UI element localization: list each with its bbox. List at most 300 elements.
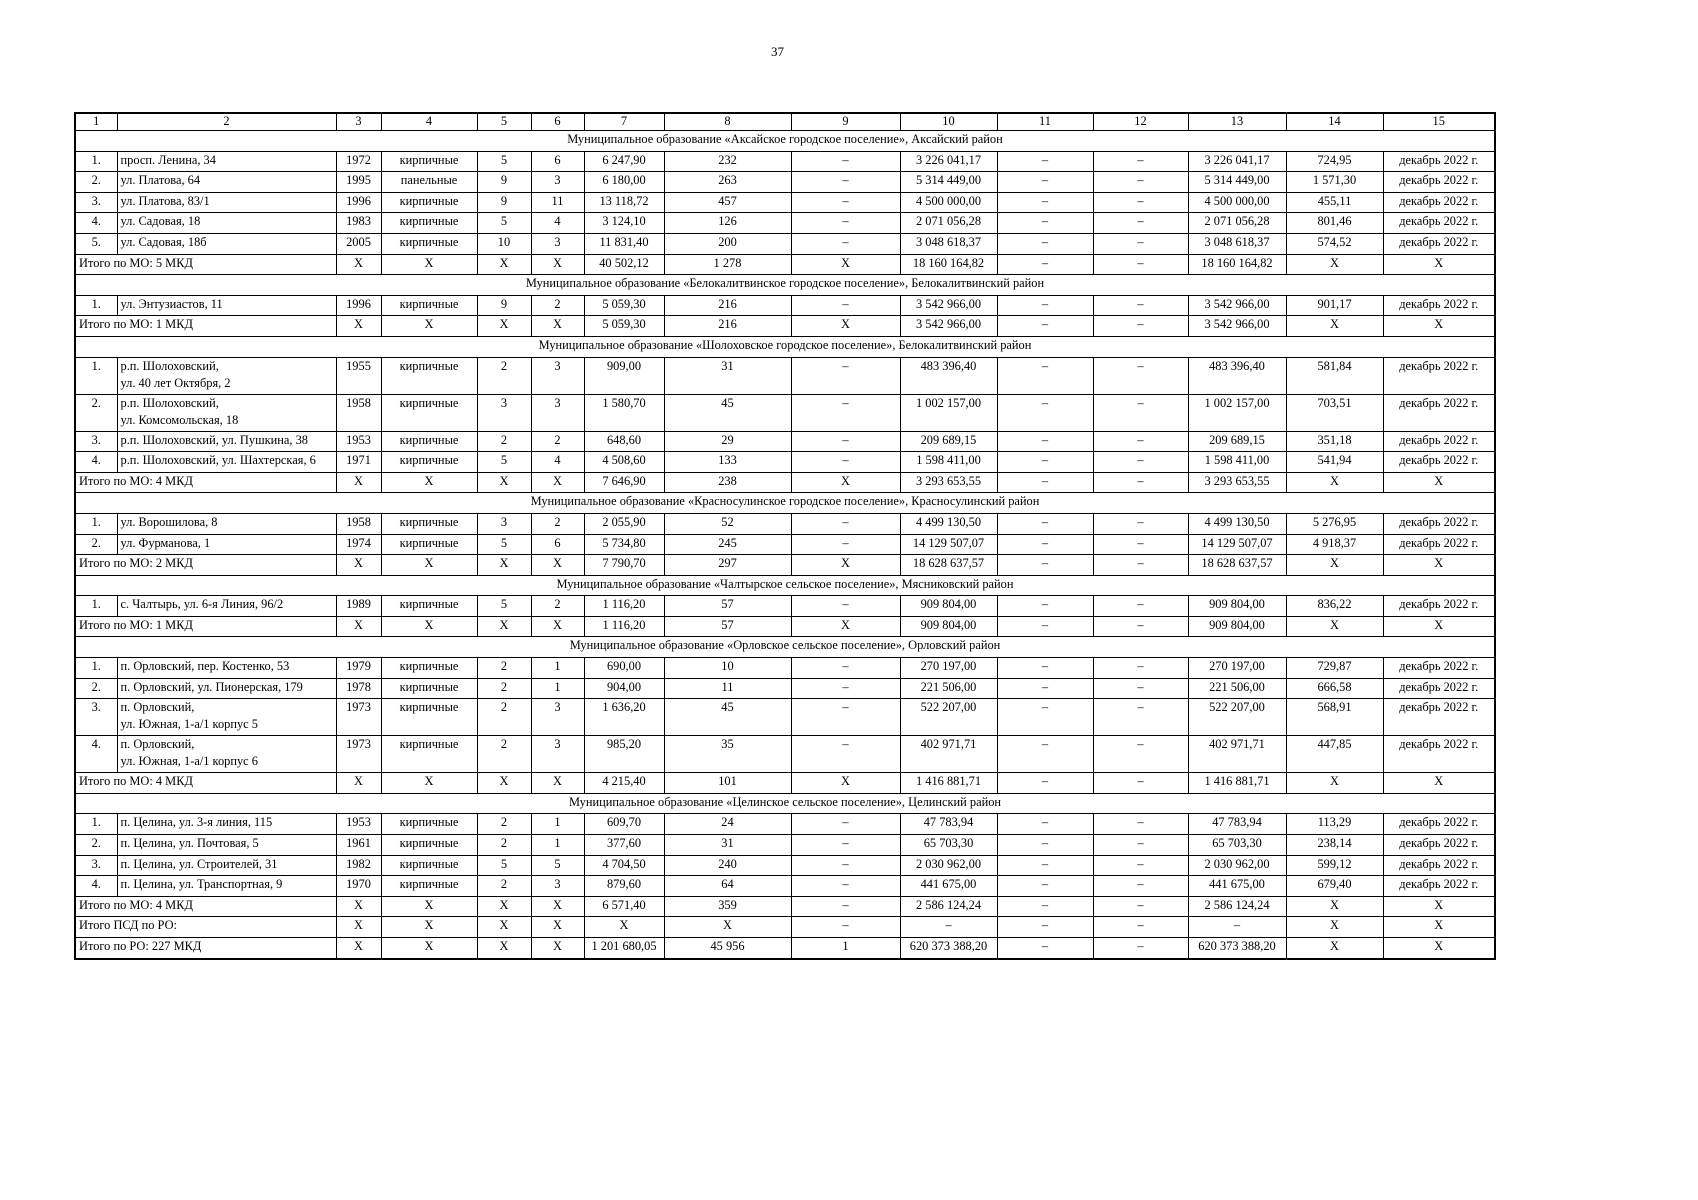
total-cell: X xyxy=(1286,616,1383,637)
table-cell: кирпичные xyxy=(381,855,477,876)
table-cell: 240 xyxy=(664,855,791,876)
total-cell: X xyxy=(1383,472,1495,493)
total-cell: 216 xyxy=(664,316,791,337)
table-cell: 2. xyxy=(75,835,117,856)
table-cell: – xyxy=(1093,814,1188,835)
page-number: 37 xyxy=(771,44,784,59)
total-row xyxy=(75,254,1495,275)
table-cell: 3 xyxy=(531,357,584,394)
address-cell: п. Целина, ул. Транспортная, 9 xyxy=(117,876,336,897)
total-label: Итого по МО: 4 МКД xyxy=(75,896,336,917)
table-cell: – xyxy=(1093,192,1188,213)
table-cell: кирпичные xyxy=(381,678,477,699)
table-cell: – xyxy=(791,172,900,193)
table-cell: – xyxy=(791,192,900,213)
table-cell: 3 542 966,00 xyxy=(900,295,997,316)
address-cell: ул. Садовая, 18 xyxy=(117,213,336,234)
total-cell: 4 215,40 xyxy=(584,773,664,794)
table-cell: 6 247,90 xyxy=(584,151,664,172)
table-cell: – xyxy=(997,814,1093,835)
table-cell: 801,46 xyxy=(1286,213,1383,234)
table-cell: декабрь 2022 г. xyxy=(1383,814,1495,835)
table-cell: 11 xyxy=(531,192,584,213)
table-cell: 1 598 411,00 xyxy=(1188,452,1286,473)
total-cell: 297 xyxy=(664,555,791,576)
table-cell: 270 197,00 xyxy=(1188,658,1286,679)
total-cell: – xyxy=(997,472,1093,493)
table-cell: кирпичные xyxy=(381,534,477,555)
total-cell: X xyxy=(336,472,381,493)
total-cell: – xyxy=(791,917,900,938)
table-cell: – xyxy=(791,699,900,736)
section-row xyxy=(75,131,1495,152)
total-cell: X xyxy=(531,316,584,337)
table-cell: 1 571,30 xyxy=(1286,172,1383,193)
table-cell: – xyxy=(997,172,1093,193)
table-cell: 209 689,15 xyxy=(900,431,997,452)
table-cell: – xyxy=(1093,736,1188,773)
table-cell: декабрь 2022 г. xyxy=(1383,295,1495,316)
table-cell: 581,84 xyxy=(1286,357,1383,394)
total-cell: 18 628 637,57 xyxy=(900,555,997,576)
table-cell: 1958 xyxy=(336,513,381,534)
table-cell: – xyxy=(997,699,1093,736)
table-cell: декабрь 2022 г. xyxy=(1383,876,1495,897)
table-cell: 11 xyxy=(664,678,791,699)
table-cell: кирпичные xyxy=(381,295,477,316)
total-cell: – xyxy=(997,938,1093,959)
total-cell: – xyxy=(997,316,1093,337)
table-row xyxy=(75,534,1495,555)
table-cell: 455,11 xyxy=(1286,192,1383,213)
address-cell: п. Орловский, ул. Южная, 1-а/1 корпус 5 xyxy=(117,699,336,736)
table-cell: 1989 xyxy=(336,596,381,617)
total-cell: X xyxy=(791,555,900,576)
table-cell: 2 xyxy=(477,357,531,394)
table-cell: – xyxy=(1093,513,1188,534)
table-row xyxy=(75,394,1495,431)
table-cell: 729,87 xyxy=(1286,658,1383,679)
table-row xyxy=(75,513,1495,534)
table-cell: 2 055,90 xyxy=(584,513,664,534)
table-cell: 113,29 xyxy=(1286,814,1383,835)
total-cell: X xyxy=(1286,555,1383,576)
table-cell: – xyxy=(1093,394,1188,431)
table-cell: 3. xyxy=(75,855,117,876)
table-cell: – xyxy=(997,431,1093,452)
total-cell: 620 373 388,20 xyxy=(900,938,997,959)
table-cell: – xyxy=(1093,452,1188,473)
table-cell: – xyxy=(997,151,1093,172)
table-cell: – xyxy=(1093,699,1188,736)
table-cell: 24 xyxy=(664,814,791,835)
table-cell: 1958 xyxy=(336,394,381,431)
total-label: Итого ПСД по РО: xyxy=(75,917,336,938)
total-cell: X xyxy=(381,938,477,959)
column-header: 9 xyxy=(791,113,900,131)
table-cell: 5 xyxy=(477,855,531,876)
table-cell: 2. xyxy=(75,394,117,431)
table-cell: 3 226 041,17 xyxy=(1188,151,1286,172)
table-cell: 351,18 xyxy=(1286,431,1383,452)
total-cell: 620 373 388,20 xyxy=(1188,938,1286,959)
table-cell: – xyxy=(997,855,1093,876)
total-cell: X xyxy=(477,938,531,959)
table-row xyxy=(75,814,1495,835)
table-cell: – xyxy=(1093,596,1188,617)
table-cell: 1 xyxy=(531,658,584,679)
total-cell: X xyxy=(531,938,584,959)
table-cell: 2 xyxy=(477,736,531,773)
table-cell: 1970 xyxy=(336,876,381,897)
section-title: Муниципальное образование «Красносулинское городское поселение», Красносулинский район xyxy=(75,493,1495,514)
total-cell: 40 502,12 xyxy=(584,254,664,275)
table-cell: 5. xyxy=(75,233,117,254)
table-cell: 29 xyxy=(664,431,791,452)
table-cell: 4 508,60 xyxy=(584,452,664,473)
table-cell: декабрь 2022 г. xyxy=(1383,699,1495,736)
total-cell: X xyxy=(477,917,531,938)
column-header: 11 xyxy=(997,113,1093,131)
table-cell: 5 059,30 xyxy=(584,295,664,316)
total-cell: X xyxy=(531,917,584,938)
table-cell: – xyxy=(791,233,900,254)
table-cell: кирпичные xyxy=(381,192,477,213)
table-cell: 4. xyxy=(75,876,117,897)
table-cell: 2 xyxy=(477,678,531,699)
total-cell: 3 542 966,00 xyxy=(1188,316,1286,337)
table-cell: 2 xyxy=(477,835,531,856)
table-cell: 9 xyxy=(477,295,531,316)
total-cell: X xyxy=(1383,555,1495,576)
table-cell: – xyxy=(791,814,900,835)
table-cell: 10 xyxy=(477,233,531,254)
table-cell: – xyxy=(997,835,1093,856)
table-cell: – xyxy=(791,213,900,234)
table-row xyxy=(75,835,1495,856)
table-cell: 5 314 449,00 xyxy=(1188,172,1286,193)
table-cell: 3 xyxy=(531,394,584,431)
table-cell: 4 499 130,50 xyxy=(1188,513,1286,534)
total-cell: 238 xyxy=(664,472,791,493)
address-cell: р.п. Шолоховский, ул. Комсомольская, 18 xyxy=(117,394,336,431)
table-cell: кирпичные xyxy=(381,596,477,617)
table-cell: – xyxy=(791,431,900,452)
table-row xyxy=(75,431,1495,452)
section-title: Муниципальное образование «Орловское сельское поселение», Орловский район xyxy=(75,637,1495,658)
section-title: Муниципальное образование «Шолоховское городское поселение», Белокалитвинский район xyxy=(75,336,1495,357)
total-cell: X xyxy=(531,896,584,917)
table-cell: 1 xyxy=(531,835,584,856)
total-cell: X xyxy=(336,254,381,275)
table-row xyxy=(75,295,1495,316)
total-cell: X xyxy=(1286,938,1383,959)
table-cell: 65 703,30 xyxy=(900,835,997,856)
table-cell: 4. xyxy=(75,213,117,234)
total-cell: X xyxy=(664,917,791,938)
table-cell: 1973 xyxy=(336,699,381,736)
table-cell: кирпичные xyxy=(381,513,477,534)
table-cell: кирпичные xyxy=(381,876,477,897)
total-cell: X xyxy=(477,896,531,917)
table-cell: 4 918,37 xyxy=(1286,534,1383,555)
total-cell: X xyxy=(531,254,584,275)
table-cell: декабрь 2022 г. xyxy=(1383,596,1495,617)
table-cell: 13 118,72 xyxy=(584,192,664,213)
table-cell: – xyxy=(791,678,900,699)
table-cell: 2 xyxy=(531,295,584,316)
table-cell: 209 689,15 xyxy=(1188,431,1286,452)
table-cell: 441 675,00 xyxy=(1188,876,1286,897)
total-cell: – xyxy=(900,917,997,938)
total-cell: X xyxy=(477,616,531,637)
total-cell: 7 646,90 xyxy=(584,472,664,493)
table-cell: – xyxy=(997,295,1093,316)
table-cell: 1996 xyxy=(336,192,381,213)
header-row xyxy=(75,113,1495,131)
table-cell: – xyxy=(997,534,1093,555)
total-cell: X xyxy=(1286,254,1383,275)
table-cell: 2 xyxy=(477,876,531,897)
total-cell: X xyxy=(1383,938,1495,959)
table-cell: 2 xyxy=(477,814,531,835)
total-cell: – xyxy=(1093,938,1188,959)
table-cell: 2 xyxy=(477,431,531,452)
total-cell: 3 293 653,55 xyxy=(900,472,997,493)
total-cell: X xyxy=(336,896,381,917)
table-cell: 879,60 xyxy=(584,876,664,897)
table-cell: – xyxy=(791,835,900,856)
table-cell: 1 xyxy=(531,814,584,835)
table-cell: 609,70 xyxy=(584,814,664,835)
table-cell: 1 002 157,00 xyxy=(900,394,997,431)
total-cell: X xyxy=(791,316,900,337)
table-cell: 4 704,50 xyxy=(584,855,664,876)
total-cell: 45 956 xyxy=(664,938,791,959)
total-cell: X xyxy=(1383,254,1495,275)
table-cell: 1 580,70 xyxy=(584,394,664,431)
total-cell: X xyxy=(336,938,381,959)
table-cell: декабрь 2022 г. xyxy=(1383,534,1495,555)
column-header: 7 xyxy=(584,113,664,131)
table-row xyxy=(75,233,1495,254)
total-cell: X xyxy=(1286,917,1383,938)
total-cell: X xyxy=(1383,896,1495,917)
table-cell: 447,85 xyxy=(1286,736,1383,773)
table-cell: – xyxy=(997,678,1093,699)
table-cell: 5 276,95 xyxy=(1286,513,1383,534)
total-cell: X xyxy=(336,555,381,576)
table-cell: 1. xyxy=(75,814,117,835)
section-title: Муниципальное образование «Целинское сельское поселение», Целинский район xyxy=(75,793,1495,814)
table-cell: 4 xyxy=(531,452,584,473)
column-header: 8 xyxy=(664,113,791,131)
table-row xyxy=(75,876,1495,897)
total-cell: 2 586 124,24 xyxy=(900,896,997,917)
total-cell: X xyxy=(381,616,477,637)
table-cell: 6 xyxy=(531,151,584,172)
table-cell: 909 804,00 xyxy=(1188,596,1286,617)
address-cell: ул. Садовая, 18б xyxy=(117,233,336,254)
table-cell: 1978 xyxy=(336,678,381,699)
table-cell: 836,22 xyxy=(1286,596,1383,617)
table-cell: кирпичные xyxy=(381,835,477,856)
section-title: Муниципальное образование «Чалтырское сельское поселение», Мясниковский район xyxy=(75,575,1495,596)
table-cell: 64 xyxy=(664,876,791,897)
table-cell: 14 129 507,07 xyxy=(900,534,997,555)
table-cell: – xyxy=(791,855,900,876)
table-cell: 3 xyxy=(477,394,531,431)
table-cell: – xyxy=(791,394,900,431)
table-cell: 3 xyxy=(477,513,531,534)
address-cell: п. Орловский, пер. Костенко, 53 xyxy=(117,658,336,679)
table-cell: 4 xyxy=(531,213,584,234)
table-cell: – xyxy=(1093,233,1188,254)
table-cell: 3 xyxy=(531,699,584,736)
address-cell: ул. Энтузиастов, 11 xyxy=(117,295,336,316)
table-cell: декабрь 2022 г. xyxy=(1383,213,1495,234)
table-cell: 5 xyxy=(477,596,531,617)
table-cell: – xyxy=(791,295,900,316)
table-cell: 5 xyxy=(477,213,531,234)
total-cell: X xyxy=(381,254,477,275)
total-cell: – xyxy=(1093,616,1188,637)
table-cell: – xyxy=(1093,295,1188,316)
total-cell: X xyxy=(1286,316,1383,337)
table-cell: – xyxy=(997,394,1093,431)
total-cell: 2 586 124,24 xyxy=(1188,896,1286,917)
table-cell: 1972 xyxy=(336,151,381,172)
table-cell: 45 xyxy=(664,394,791,431)
table-cell: декабрь 2022 г. xyxy=(1383,357,1495,394)
table-cell: – xyxy=(1093,431,1188,452)
table-cell: 238,14 xyxy=(1286,835,1383,856)
table-cell: 3 048 618,37 xyxy=(900,233,997,254)
total-cell: X xyxy=(336,773,381,794)
total-cell: – xyxy=(1188,917,1286,938)
table-cell: – xyxy=(791,534,900,555)
table-row xyxy=(75,213,1495,234)
total-cell: 7 790,70 xyxy=(584,555,664,576)
column-header: 13 xyxy=(1188,113,1286,131)
table-cell: декабрь 2022 г. xyxy=(1383,233,1495,254)
table-cell: 200 xyxy=(664,233,791,254)
address-cell: п. Целина, ул. 3-я линия, 115 xyxy=(117,814,336,835)
table-cell: 441 675,00 xyxy=(900,876,997,897)
table-cell: 31 xyxy=(664,835,791,856)
column-header: 1 xyxy=(75,113,117,131)
total-cell: 359 xyxy=(664,896,791,917)
table-cell: 909,00 xyxy=(584,357,664,394)
total-cell: X xyxy=(381,896,477,917)
table-body xyxy=(75,131,1495,959)
table-cell: 232 xyxy=(664,151,791,172)
table-row xyxy=(75,452,1495,473)
table-cell: 3. xyxy=(75,192,117,213)
table-cell: 14 129 507,07 xyxy=(1188,534,1286,555)
table-cell: – xyxy=(1093,213,1188,234)
total-cell: 1 xyxy=(791,938,900,959)
table-cell: 457 xyxy=(664,192,791,213)
table-cell: 5 xyxy=(531,855,584,876)
table-cell: кирпичные xyxy=(381,736,477,773)
total-cell: X xyxy=(477,555,531,576)
table-cell: 45 xyxy=(664,699,791,736)
table-cell: декабрь 2022 г. xyxy=(1383,835,1495,856)
address-cell: п. Целина, ул. Почтовая, 5 xyxy=(117,835,336,856)
total-cell: X xyxy=(477,254,531,275)
column-header: 5 xyxy=(477,113,531,131)
total-cell: 909 804,00 xyxy=(900,616,997,637)
table-cell: 11 831,40 xyxy=(584,233,664,254)
table-cell: – xyxy=(1093,658,1188,679)
table-cell: декабрь 2022 г. xyxy=(1383,678,1495,699)
table-cell: 3 xyxy=(531,233,584,254)
column-header: 3 xyxy=(336,113,381,131)
table-cell: кирпичные xyxy=(381,233,477,254)
total-cell: – xyxy=(1093,917,1188,938)
address-cell: р.п. Шолоховский, ул. 40 лет Октября, 2 xyxy=(117,357,336,394)
table-cell: 31 xyxy=(664,357,791,394)
table-cell: 377,60 xyxy=(584,835,664,856)
total-cell: X xyxy=(477,773,531,794)
table-cell: 2 xyxy=(477,658,531,679)
total-row xyxy=(75,773,1495,794)
table-cell: 2. xyxy=(75,678,117,699)
table-cell: 3. xyxy=(75,431,117,452)
total-cell: 6 571,40 xyxy=(584,896,664,917)
address-cell: п. Орловский, ул. Пионерская, 179 xyxy=(117,678,336,699)
total-label: Итого по МО: 2 МКД xyxy=(75,555,336,576)
table-cell: 221 506,00 xyxy=(1188,678,1286,699)
table-cell: – xyxy=(1093,172,1188,193)
table-cell: 5 314 449,00 xyxy=(900,172,997,193)
table-cell: 1983 xyxy=(336,213,381,234)
table-cell: 4 500 000,00 xyxy=(900,192,997,213)
table-cell: 483 396,40 xyxy=(1188,357,1286,394)
section-row xyxy=(75,575,1495,596)
table-cell: 904,00 xyxy=(584,678,664,699)
total-cell: – xyxy=(997,254,1093,275)
table-cell: 402 971,71 xyxy=(900,736,997,773)
table-cell: 2 030 962,00 xyxy=(1188,855,1286,876)
total-cell: 18 628 637,57 xyxy=(1188,555,1286,576)
table-cell: – xyxy=(791,151,900,172)
total-row xyxy=(75,917,1495,938)
table-cell: – xyxy=(791,658,900,679)
table-cell: – xyxy=(997,233,1093,254)
table-cell: 3 xyxy=(531,172,584,193)
table-cell: 5 xyxy=(477,452,531,473)
table-cell: 2 071 056,28 xyxy=(900,213,997,234)
table-cell: 270 197,00 xyxy=(900,658,997,679)
table-cell: 65 703,30 xyxy=(1188,835,1286,856)
total-label: Итого по МО: 4 МКД xyxy=(75,472,336,493)
total-cell: X xyxy=(1286,896,1383,917)
total-cell: X xyxy=(336,616,381,637)
table-cell: 1. xyxy=(75,151,117,172)
table-cell: 6 xyxy=(531,534,584,555)
section-title: Муниципальное образование «Аксайское городское поселение», Аксайский район xyxy=(75,131,1495,152)
column-header: 15 xyxy=(1383,113,1495,131)
table-cell: кирпичные xyxy=(381,213,477,234)
total-cell: – xyxy=(997,917,1093,938)
table-cell: – xyxy=(997,357,1093,394)
table-cell: 245 xyxy=(664,534,791,555)
total-cell: 1 416 881,71 xyxy=(1188,773,1286,794)
table-cell: – xyxy=(1093,151,1188,172)
section-row xyxy=(75,637,1495,658)
